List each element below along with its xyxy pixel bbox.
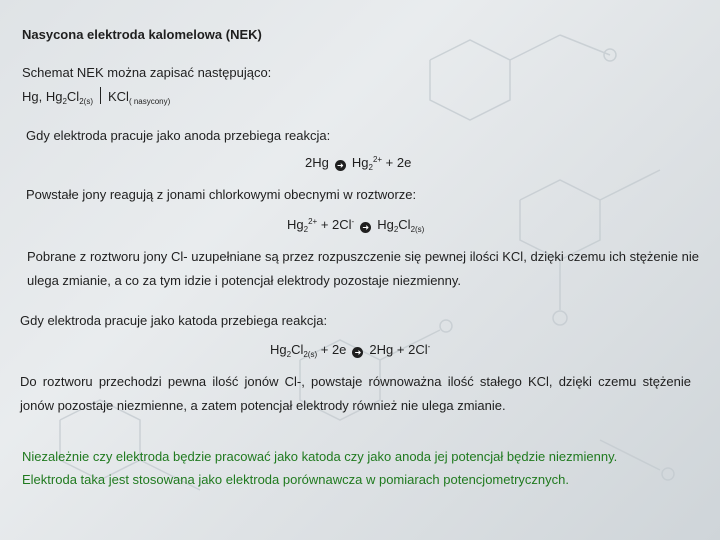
phase-boundary-bar	[100, 87, 101, 104]
reaction-arrow-icon: ➜	[335, 160, 346, 171]
ions-d: Cl	[398, 217, 411, 232]
cathode-d: 2Hg + 2Cl	[369, 342, 428, 357]
cathode-b: Cl	[291, 342, 304, 357]
schema-left: Hg, Hg	[22, 89, 63, 104]
ions-b: + 2Cl	[317, 217, 352, 232]
ions-a-sub: 2	[303, 225, 309, 234]
cathode-d-sup: -	[427, 342, 431, 351]
cathode-reaction	[270, 342, 430, 358]
conclusion-line-1: Niezależnie czy elektroda będzie pracować jako katoda czy jako anoda jej potencjał będzie niezmienny.	[22, 449, 618, 464]
ions-a-sup: 2+	[308, 217, 318, 226]
schema-sub-1: 2	[62, 97, 67, 106]
anode-rhs-a: Hg	[351, 155, 369, 170]
ions-reaction	[287, 217, 424, 233]
anode-paragraph: Pobrane z roztworu jony Cl- uzupełniane są przez rozpuszczenie się pewnej ilości KCl, dzięki czemu ich stężenie nie ulega zmianie, a co za tym idzie i potencjał elektrody pozostaje niezmienny.	[27, 249, 699, 288]
schema-notation	[22, 87, 170, 105]
cathode-c: + 2e	[317, 342, 347, 357]
ions-d-sub: 2(s)	[410, 225, 425, 234]
anode-reaction	[305, 155, 411, 171]
ions-b-sup: -	[351, 217, 355, 226]
schema-intro: Schemat NEK można zapisać następująco:	[22, 65, 272, 80]
reaction-arrow-icon: ➜	[360, 222, 371, 233]
schema-kcl: KCl	[107, 89, 129, 104]
cathode-paragraph: Do roztworu przechodzi pewna ilość jonów Cl-, powstaje równoważna ilość stałego KCl, dzięki czemu stężenie jonów pozostaje niezmienne, a zatem potencjał elektrody również nie ulega zmianie.	[20, 374, 691, 413]
anode-rhs-sup: 2+	[372, 155, 383, 164]
schema-mid: Cl	[66, 89, 80, 104]
conclusion-line-2: Elektroda taka jest stosowana jako elektroda porównawcza w pomiarach potencjometrycznych.	[22, 472, 569, 487]
ions-c-sub: 2	[393, 225, 399, 234]
ions-c: Hg	[377, 217, 394, 232]
reaction-arrow-icon: ➜	[352, 347, 363, 358]
cathode-a-sub: 2	[286, 350, 292, 359]
schema-sub-2: 2(s)	[79, 97, 93, 106]
anode-rhs-b: + 2e	[382, 155, 412, 170]
ions-intro: Powstałe jony reagują z jonami chlorkowymi obecnymi w roztworze:	[26, 187, 417, 202]
cathode-a: Hg	[270, 342, 287, 357]
anode-intro: Gdy elektroda pracuje jako anoda przebiega reakcja:	[26, 128, 331, 143]
anode-lhs: 2Hg	[305, 155, 329, 170]
ions-a: Hg	[287, 217, 304, 232]
schema-kcl-sub: ( nasycony)	[128, 97, 171, 106]
anode-rhs-sub: 2	[368, 163, 373, 172]
page-title: Nasycona elektroda kalomelowa (NEK)	[22, 27, 262, 42]
cathode-b-sub: 2(s)	[303, 350, 318, 359]
cathode-intro: Gdy elektroda pracuje jako katoda przebiega reakcja:	[20, 313, 328, 328]
